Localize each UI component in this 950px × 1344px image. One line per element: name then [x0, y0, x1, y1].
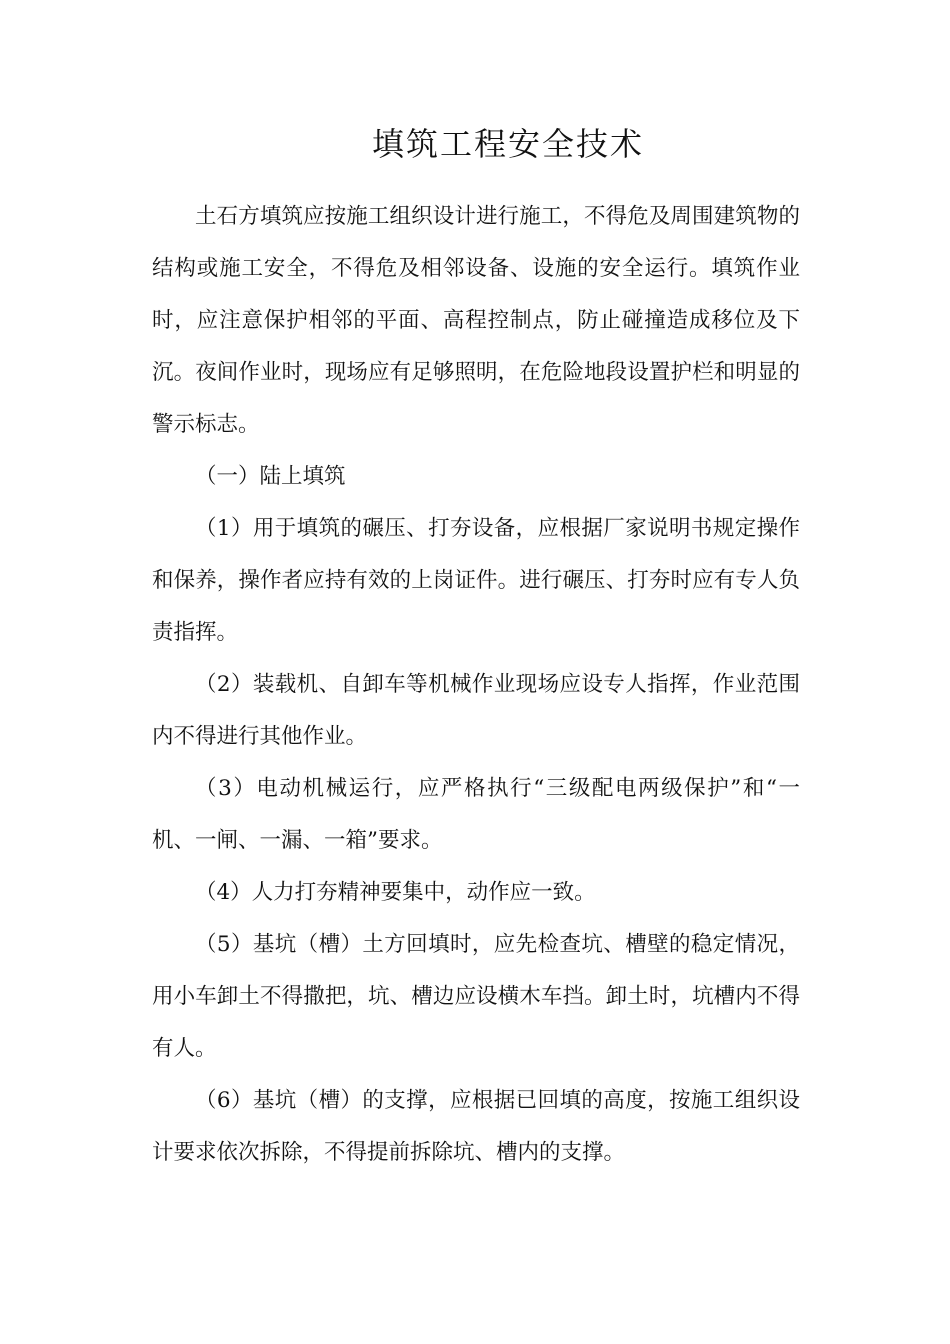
- intro-paragraph: 土石方填筑应按施工组织设计进行施工，不得危及周围建筑物的结构或施工安全，不得危及相邻设备、设施的安全运行。填筑作业时，应注意保护相邻的平面、高程控制点，防止碰撞造成移位及下沉。夜间作业时，现场应有足够照明，在危险地段设置护栏和明显的警示标志。: [152, 204, 800, 437]
- section-heading: （一）陆上填筑: [195, 464, 346, 489]
- list-item: （2）装载机、自卸车等机械作业现场应设专人指挥，作业范围内不得进行其他作业。: [152, 672, 800, 749]
- list-item: （3）电动机械运行，应严格执行“三级配电两级保护”和“一机、一闸、一漏、一箱”要求。: [152, 776, 800, 853]
- document-title: 填筑工程安全技术: [371, 125, 644, 163]
- list-item: （4）人力打夯精神要集中，动作应一致。: [195, 880, 596, 905]
- list-item: （6）基坑（槽）的支撑，应根据已回填的高度，按施工组织设计要求依次拆除，不得提前拆除坑、槽内的支撑。: [152, 1088, 800, 1165]
- document-body: [152, 191, 800, 1179]
- list-item: （1）用于填筑的碾压、打夯设备，应根据厂家说明书规定操作和保养，操作者应持有效的上岗证件。进行碾压、打夯时应有专人负责指挥。: [152, 516, 800, 645]
- list-item: （5）基坑（槽）土方回填时，应先检查坑、槽壁的稳定情况，用小车卸土不得撒把，坑、槽边应设横木车挡。卸土时，坑槽内不得有人。: [152, 932, 800, 1061]
